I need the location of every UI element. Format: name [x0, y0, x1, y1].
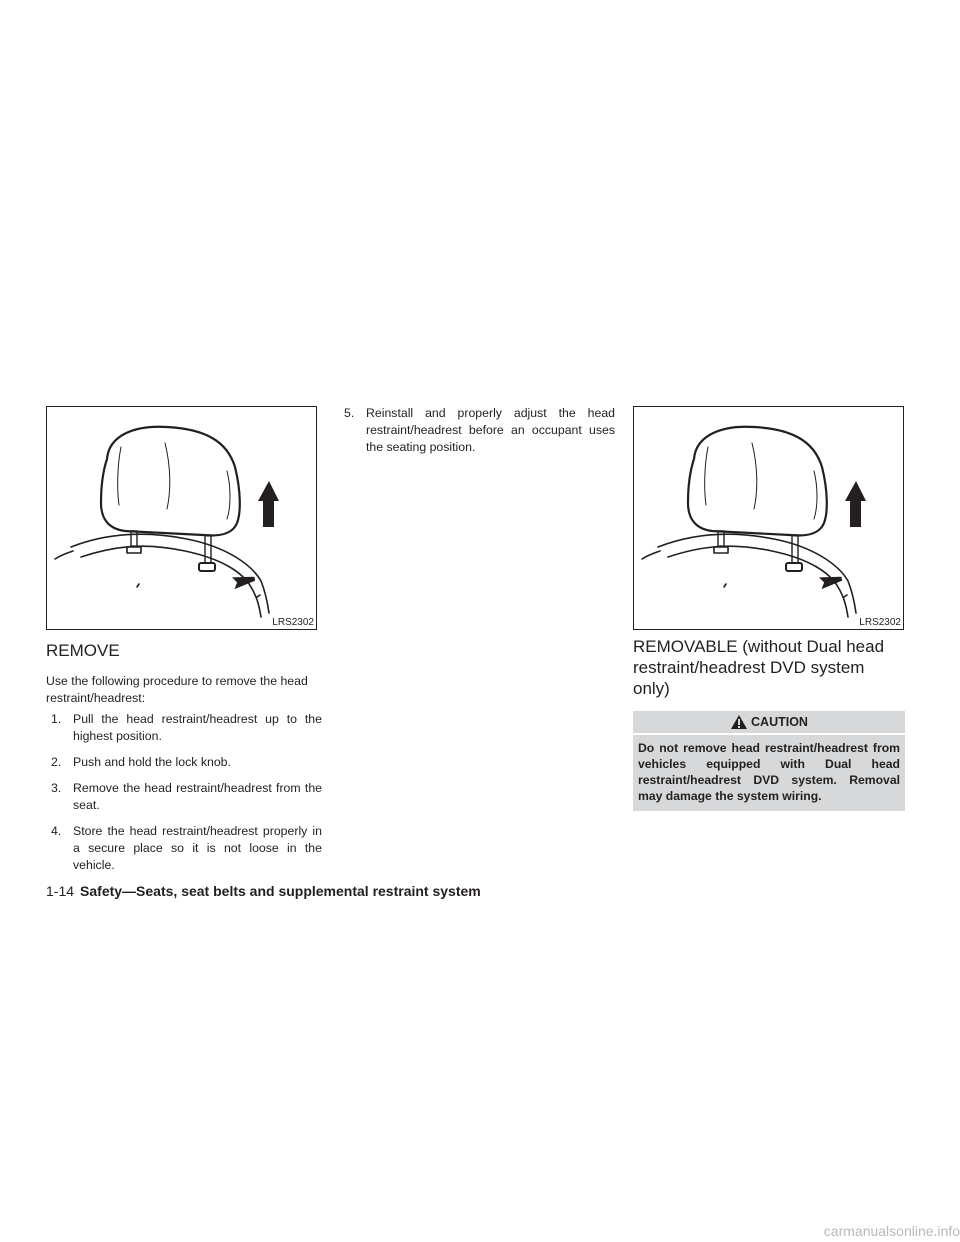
head-restraint-figure-right	[633, 406, 904, 630]
caution-label: CAUTION	[751, 714, 808, 729]
remove-steps-continued-list	[339, 405, 615, 456]
remove-steps	[46, 711, 322, 874]
step-number: 3.	[51, 781, 62, 795]
remove-section	[46, 640, 322, 883]
caution-text: Do not remove head restraint/headrest from vehicles equipped with Dual head restraint/headrest DVD system. Removal may damage the system wiring.	[638, 741, 900, 803]
list-item	[46, 711, 322, 745]
list-item	[339, 405, 615, 456]
head-restraint-illustration	[47, 407, 316, 629]
remove-intro: Use the following procedure to remove the head restraint/headrest:	[46, 674, 308, 705]
removable-section	[633, 636, 905, 811]
step-text: Reinstall and properly adjust the head restraint/headrest before an occupant uses the seating position.	[366, 406, 615, 454]
step-text: Store the head restraint/headrest properly in a secure place so it is not loose in the vehicle.	[73, 824, 322, 872]
step-number: 5.	[344, 406, 355, 420]
remove-steps-continued	[339, 405, 615, 465]
step-number: 1.	[51, 712, 62, 726]
step-text: Pull the head restraint/headrest up to the highest position.	[73, 712, 322, 743]
section-title: Safety—Seats, seat belts and supplemental restraint system	[80, 883, 481, 899]
removable-heading: REMOVABLE (without Dual head restraint/headrest DVD system only)	[633, 637, 885, 698]
caution-header	[633, 711, 905, 735]
caution-box	[633, 711, 905, 811]
list-item	[46, 754, 322, 771]
page-number: 1-14	[46, 883, 75, 899]
head-restraint-illustration	[634, 407, 903, 629]
watermark: carmanualsonline.info	[823, 1223, 960, 1239]
step-text: Push and hold the lock knob.	[73, 755, 231, 769]
figure-code: LRS2302	[272, 617, 314, 628]
list-item	[46, 823, 322, 874]
head-restraint-figure-left	[46, 406, 317, 630]
warning-triangle-icon	[730, 714, 748, 730]
list-item	[46, 780, 322, 814]
remove-heading: REMOVE	[46, 641, 120, 660]
step-number: 2.	[51, 755, 62, 769]
figure-code: LRS2302	[859, 617, 901, 628]
page-footer	[46, 882, 481, 900]
step-number: 4.	[51, 824, 62, 838]
step-text: Remove the head restraint/headrest from the seat.	[73, 781, 322, 812]
